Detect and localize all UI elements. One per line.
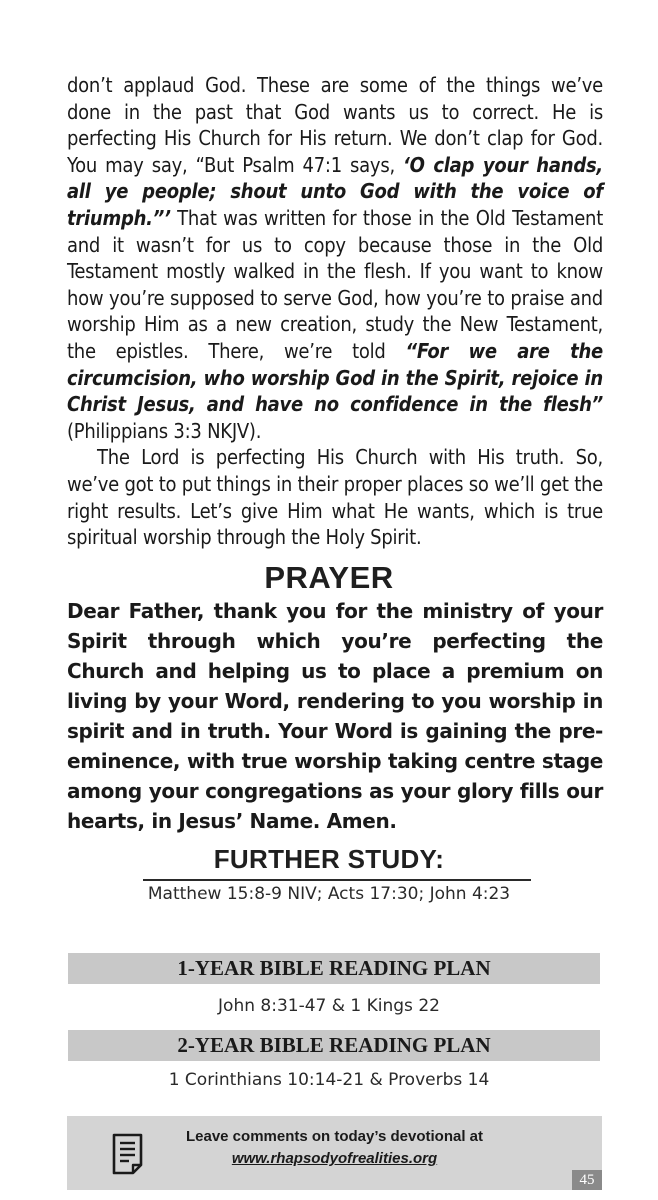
- one-year-plan-passages: John 8:31-47 & 1 Kings 22: [218, 996, 440, 1016]
- body-paragraph-2: The Lord is perfecting His Church with His truth. So, we’ve got to put things in their proper places so we’ll get the right results. Let’s give Him what He wants, which is true spiritual worship through the Holy Spirit.: [67, 445, 603, 550]
- one-year-plan-title: 1-YEAR BIBLE READING PLAN: [68, 953, 600, 984]
- two-year-plan-passages: 1 Corinthians 10:14-21 & Proverbs 14: [168, 1070, 490, 1090]
- body-text-run: don’t applaud God. These are some of the things we’ve done in the past that God wants us to correct. He is perfecting His Church for His return. We don’t clap for God. You may say, “But Psalm 47:1 says,: [67, 73, 603, 177]
- page-number: 45: [572, 1170, 602, 1190]
- comments-prompt: Leave comments on today’s devotional at: [185, 1128, 484, 1145]
- further-study-refs: Matthew 15:8-9 NIV; Acts 17:30; John 4:23: [147, 884, 511, 904]
- comments-footer: [67, 1116, 602, 1190]
- body-text-run: (Philippians 3:3 NKJV).: [67, 418, 262, 443]
- devotional-body: [67, 72, 603, 551]
- two-year-plan-title: 2-YEAR BIBLE READING PLAN: [68, 1030, 600, 1061]
- prayer-heading: PRAYER: [264, 560, 394, 595]
- further-study-heading: FURTHER STUDY:: [213, 844, 445, 874]
- scripture-quote-philippians: “For we are the circumcision, who worship God in the Spirit, rejoice in Christ Jesus, and have no confidence in the flesh”: [67, 338, 604, 417]
- website-link[interactable]: www.rhapsodyofrealities.org: [231, 1150, 438, 1167]
- body-text-run: That was written for those in the Old Testament and it wasn’t for us to copy because those in the Old Testament mostly walked in the flesh. If you want to know how you’re supposed to serve God, how you’re to praise and worship Him as a new creation, study the New Testament, the epistles. There, we’re told: [67, 205, 603, 363]
- scripture-quote-psalm: ‘O clap your hands, all ye people; shout unto God with the voice of triumph.”’: [67, 152, 603, 230]
- section-divider: [143, 879, 531, 881]
- body-paragraph-1: [67, 72, 603, 444]
- prayer-text: Dear Father, thank you for the ministry of your Spirit through which you’re perfecting the Church and helping us to place a premium on living by your Word, rendering to you worship in spirit and in truth. Your Word is gaining the pre-eminence, with true worship taking centre stage among your congregations as your glory fills our hearts, in Jesus’ Name. Amen.: [67, 599, 603, 833]
